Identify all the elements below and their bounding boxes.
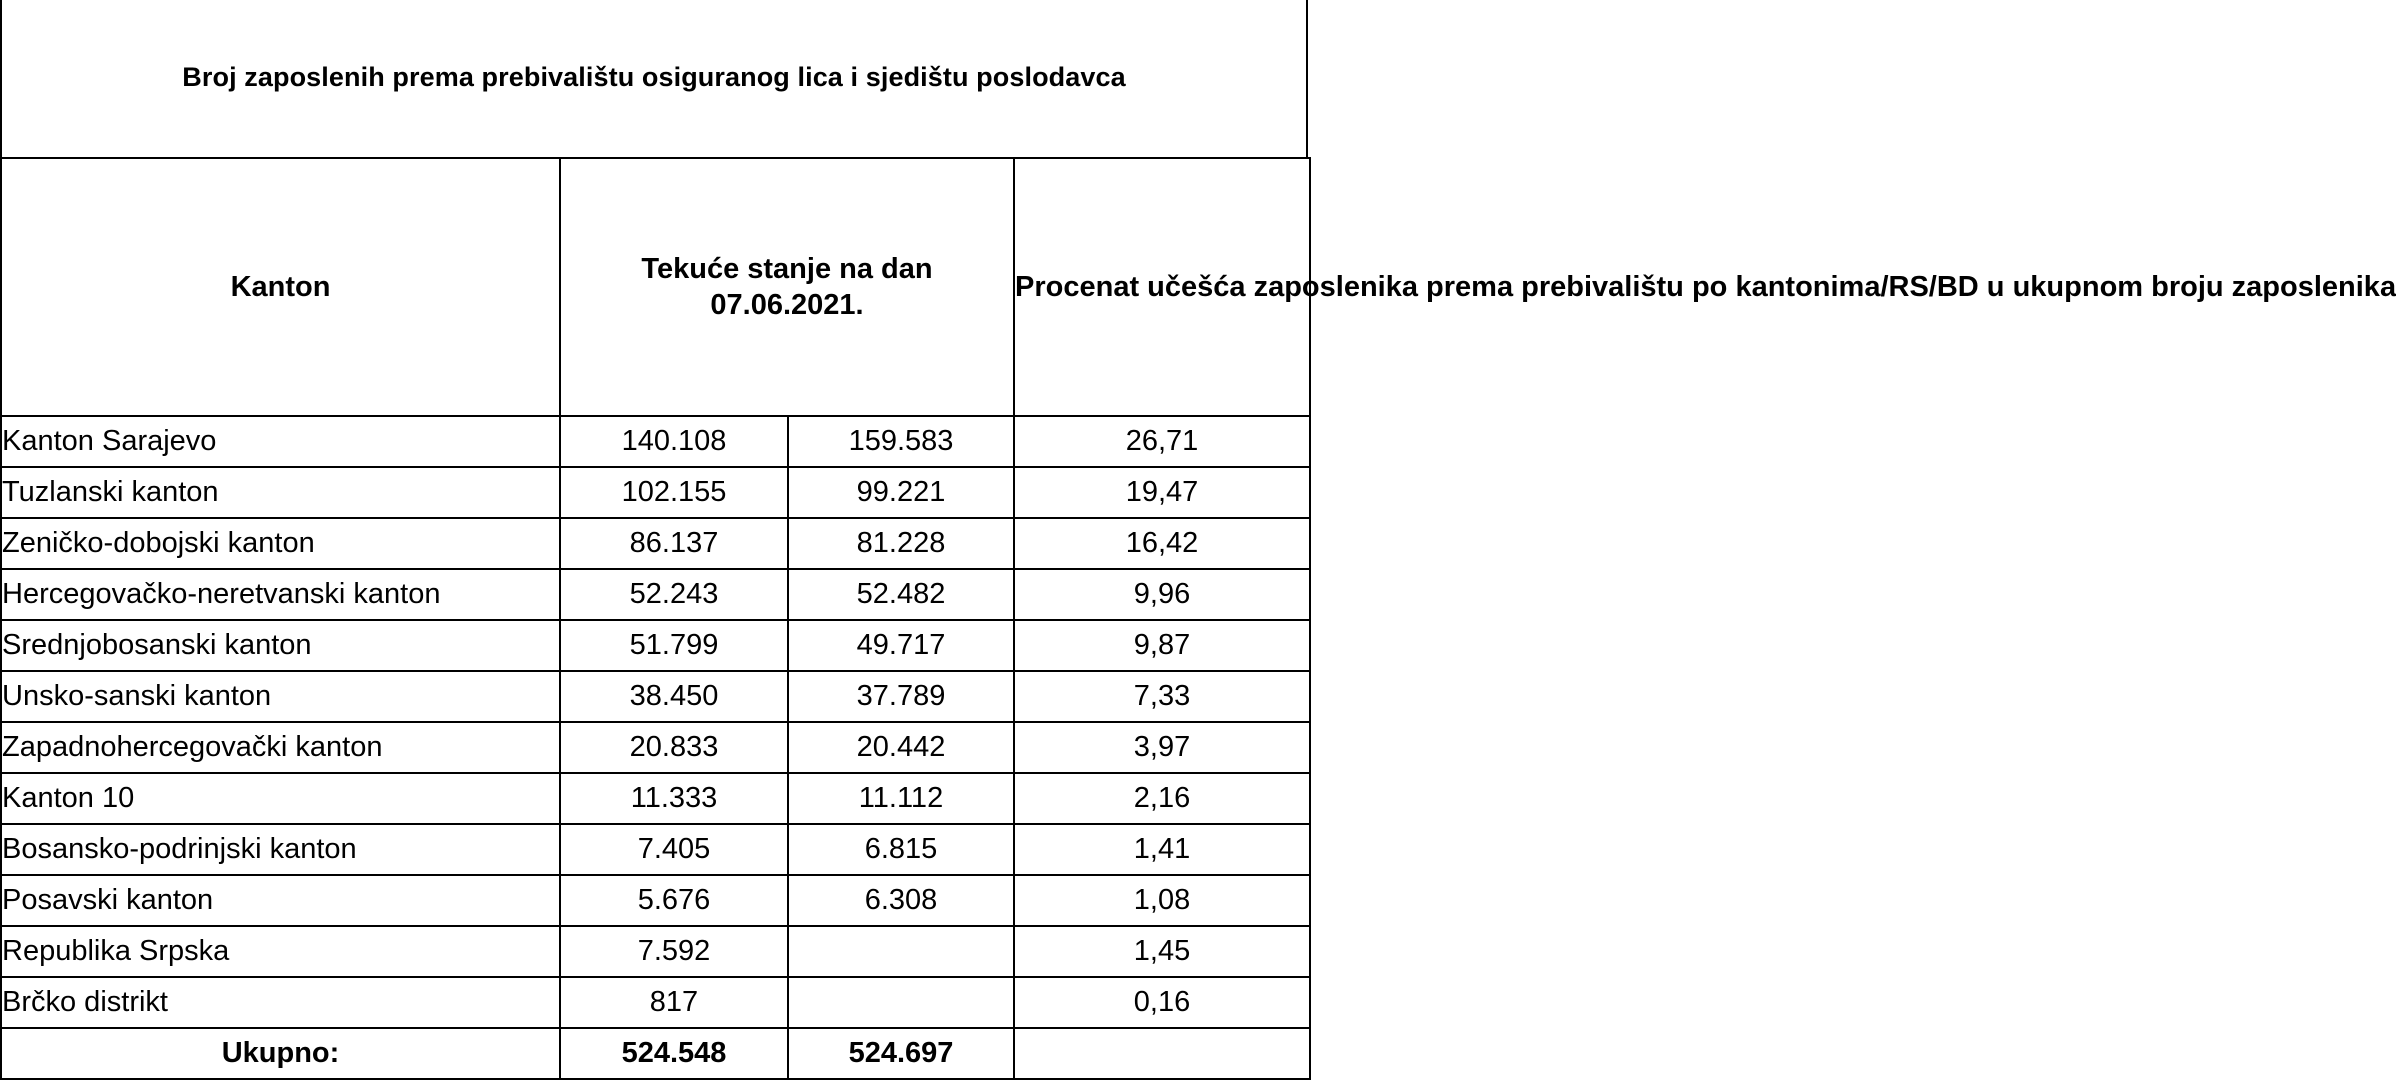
kanton-cell: Srednjobosanski kanton [1, 620, 560, 671]
percentage-cell: 2,16 [1014, 773, 1310, 824]
total-col1: 524.548 [560, 1028, 788, 1079]
kanton-cell: Bosansko-podrinjski kanton [1, 824, 560, 875]
value-cell-col1: 20.833 [560, 722, 788, 773]
percentage-cell: 1,45 [1014, 926, 1310, 977]
value-cell-col1: 51.799 [560, 620, 788, 671]
percentage-cell: 3,97 [1014, 722, 1310, 773]
table-row [1, 977, 1310, 1028]
value-cell-col1: 7.592 [560, 926, 788, 977]
table-row [1, 671, 1310, 722]
table-row [1, 620, 1310, 671]
kanton-cell: Brčko distrikt [1, 977, 560, 1028]
percentage-cell: 9,96 [1014, 569, 1310, 620]
table-body [1, 416, 1310, 1028]
table-header-row [1, 158, 1310, 416]
percentage-cell: 26,71 [1014, 416, 1310, 467]
table-row [1, 569, 1310, 620]
value-cell-col1: 52.243 [560, 569, 788, 620]
kanton-cell: Kanton 10 [1, 773, 560, 824]
percentage-cell: 16,42 [1014, 518, 1310, 569]
table-title: Broj zaposlenih prema prebivalištu osiguranog lica i sjedištu poslodavca [182, 62, 1126, 92]
value-cell-col1: 11.333 [560, 773, 788, 824]
employment-table [0, 157, 2396, 1080]
percentage-cell: 7,33 [1014, 671, 1310, 722]
value-cell-col1: 38.450 [560, 671, 788, 722]
value-cell-col1: 5.676 [560, 875, 788, 926]
value-cell-col2: 11.112 [788, 773, 1014, 824]
value-cell-col2 [788, 926, 1014, 977]
value-cell-col1: 102.155 [560, 467, 788, 518]
table-row [1, 722, 1310, 773]
total-pct [1014, 1028, 1310, 1079]
header-current-state [560, 158, 1014, 416]
value-cell-col1: 86.137 [560, 518, 788, 569]
table-row [1, 824, 1310, 875]
kanton-cell: Tuzlanski kanton [1, 467, 560, 518]
kanton-cell: Zapadnohercegovački kanton [1, 722, 560, 773]
value-cell-col2: 49.717 [788, 620, 1014, 671]
header-percentage: Procenat učešća zaposlenika prema prebivalištu po kantonima/RS/BD u ukupnom broju zaposlenika [1014, 158, 1310, 416]
value-cell-col1: 7.405 [560, 824, 788, 875]
value-cell-col2: 6.815 [788, 824, 1014, 875]
value-cell-col2: 37.789 [788, 671, 1014, 722]
header-kanton: Kanton [1, 158, 560, 416]
table-row [1, 467, 1310, 518]
kanton-cell: Posavski kanton [1, 875, 560, 926]
total-col2: 524.697 [788, 1028, 1014, 1079]
table-row [1, 773, 1310, 824]
kanton-cell: Hercegovačko-neretvanski kanton [1, 569, 560, 620]
table-row [1, 875, 1310, 926]
value-cell-col2: 99.221 [788, 467, 1014, 518]
value-cell-col2: 6.308 [788, 875, 1014, 926]
total-label: Ukupno: [1, 1028, 560, 1079]
percentage-cell: 0,16 [1014, 977, 1310, 1028]
value-cell-col2: 20.442 [788, 722, 1014, 773]
percentage-cell: 9,87 [1014, 620, 1310, 671]
value-cell-col2 [788, 977, 1014, 1028]
value-cell-col1: 140.108 [560, 416, 788, 467]
header-current-state-text: Tekuće stanje na dan 07.06.2021. [641, 253, 933, 321]
kanton-cell: Kanton Sarajevo [1, 416, 560, 467]
kanton-cell: Zeničko-dobojski kanton [1, 518, 560, 569]
total-row [1, 1028, 1310, 1079]
kanton-cell: Unsko-sanski kanton [1, 671, 560, 722]
table-row [1, 926, 1310, 977]
table-row [1, 416, 1310, 467]
percentage-cell: 1,41 [1014, 824, 1310, 875]
value-cell-col2: 159.583 [788, 416, 1014, 467]
percentage-cell: 19,47 [1014, 467, 1310, 518]
table-row [1, 518, 1310, 569]
value-cell-col2: 81.228 [788, 518, 1014, 569]
title-block [0, 0, 1308, 158]
value-cell-col2: 52.482 [788, 569, 1014, 620]
value-cell-col1: 817 [560, 977, 788, 1028]
kanton-cell: Republika Srpska [1, 926, 560, 977]
percentage-cell: 1,08 [1014, 875, 1310, 926]
